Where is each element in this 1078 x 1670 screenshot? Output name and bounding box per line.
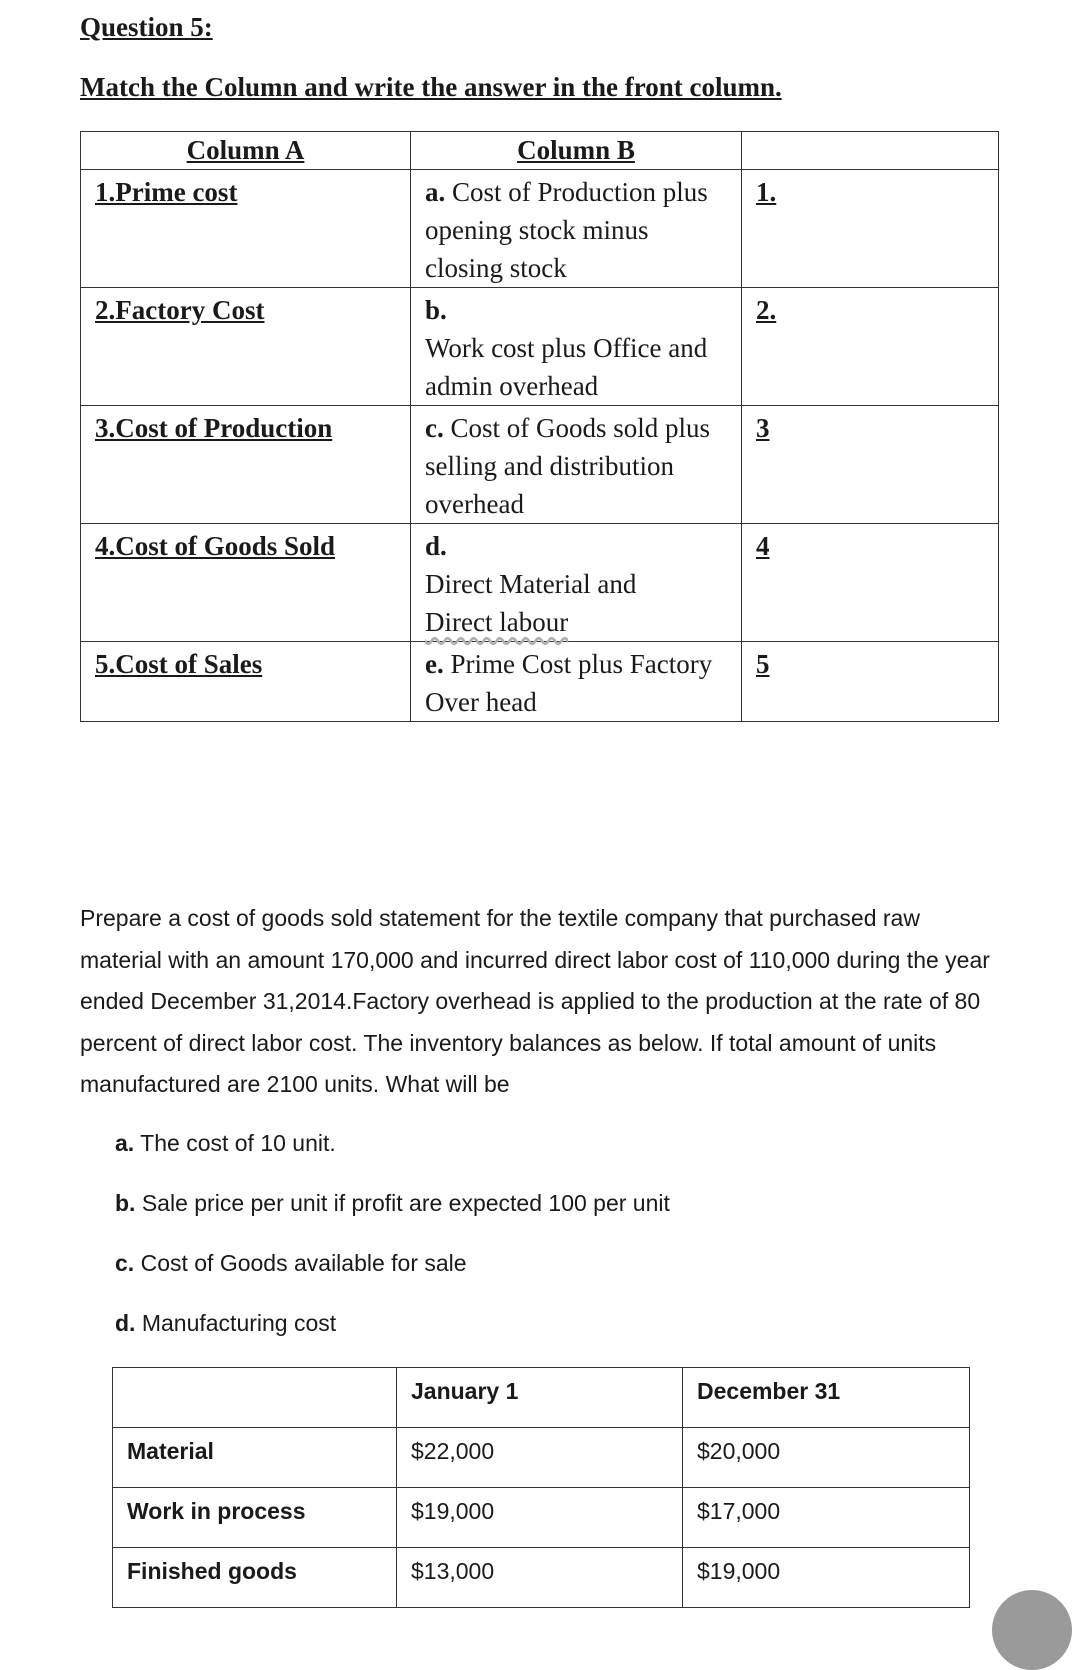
definition-text xyxy=(425,170,727,287)
answer-slot[interactable]: 1. xyxy=(756,177,777,207)
term-label: 1.Prime cost xyxy=(95,177,238,207)
table-row xyxy=(81,524,999,642)
page-curl-icon xyxy=(992,1590,1072,1670)
term-label: 2.Factory Cost xyxy=(95,295,265,325)
table-row xyxy=(81,642,999,722)
sub-question xyxy=(115,1250,467,1277)
sub-question-label: d. xyxy=(115,1310,136,1336)
inventory-header-december: December 31 xyxy=(683,1368,970,1428)
option-letter: d. xyxy=(425,531,447,561)
sub-question-text: Cost of Goods available for sale xyxy=(140,1250,467,1276)
inventory-january-value: $19,000 xyxy=(397,1488,683,1548)
answer-slot[interactable]: 4 xyxy=(756,531,770,561)
sub-question xyxy=(115,1190,670,1217)
match-table-header xyxy=(81,132,999,170)
definition-text xyxy=(425,288,727,405)
inventory-december-value: $20,000 xyxy=(683,1428,970,1488)
definition-body: Direct Material and xyxy=(425,569,637,599)
inventory-january-value: $22,000 xyxy=(397,1428,683,1488)
option-letter: c. xyxy=(425,413,444,443)
table-row xyxy=(113,1548,970,1608)
answer-slot[interactable]: 2. xyxy=(756,295,777,325)
inventory-header-january: January 1 xyxy=(397,1368,683,1428)
sub-question-text: Manufacturing cost xyxy=(141,1310,337,1336)
inventory-header-cell xyxy=(113,1368,397,1428)
column-a-header: Column A xyxy=(81,132,411,170)
sub-question-text: The cost of 10 unit. xyxy=(140,1130,336,1156)
option-letter: a. xyxy=(425,177,446,207)
term-label: 5.Cost of Sales xyxy=(95,649,263,679)
inventory-january-value: $13,000 xyxy=(397,1548,683,1608)
match-table xyxy=(80,131,999,722)
table-row xyxy=(113,1428,970,1488)
option-letter: e. xyxy=(425,649,444,679)
inventory-header-row xyxy=(113,1368,970,1428)
column-b-header: Column B xyxy=(411,132,742,170)
question-heading: Question 5: xyxy=(80,12,213,42)
table-row xyxy=(113,1488,970,1548)
sub-question-label: c. xyxy=(115,1250,135,1276)
table-row xyxy=(81,406,999,524)
sub-question-text: Sale price per unit if profit are expected 100 per unit xyxy=(141,1190,670,1216)
inventory-item: Finished goods xyxy=(113,1548,397,1608)
definition-body: Cost of Production plus opening stock minus closing stock xyxy=(425,177,708,283)
option-letter: b. xyxy=(425,295,447,325)
sub-question xyxy=(115,1310,336,1337)
term-label: 4.Cost of Goods Sold xyxy=(95,531,336,561)
sub-question xyxy=(115,1130,336,1157)
inventory-item: Material xyxy=(113,1428,397,1488)
inventory-december-value: $19,000 xyxy=(683,1548,970,1608)
term-label: 3.Cost of Production xyxy=(95,413,333,443)
inventory-table xyxy=(112,1367,970,1608)
table-row xyxy=(81,288,999,406)
inventory-december-value: $17,000 xyxy=(683,1488,970,1548)
definition-body: Work cost plus Office and admin overhead xyxy=(425,333,708,401)
answer-column-header xyxy=(742,132,999,170)
sub-question-label: a. xyxy=(115,1130,135,1156)
answer-slot[interactable]: 5 xyxy=(756,649,770,679)
definition-text xyxy=(425,642,727,721)
answer-slot[interactable]: 3 xyxy=(756,413,770,443)
definition-body-spellcheck: Direct labour xyxy=(425,607,569,637)
instruction-heading: Match the Column and write the answer in the front column. xyxy=(80,72,782,102)
sub-question-label: b. xyxy=(115,1190,136,1216)
definition-text xyxy=(425,406,727,523)
table-row xyxy=(81,170,999,288)
definition-text xyxy=(425,524,727,641)
problem-statement: Prepare a cost of goods sold statement for the textile company that purchased raw material with an amount 170,000 and incurred direct labor cost of 110,000 during the year ended December 31,2014.Factory overhead is applied to the production at the rate of 80 percent of direct labor cost. The inventory balances as below. If total amount of units manufactured are 2100 units. What will be xyxy=(80,905,990,1097)
inventory-item: Work in process xyxy=(113,1488,397,1548)
definition-body: Cost of Goods sold plus selling and distribution overhead xyxy=(425,413,711,519)
definition-body: Prime Cost plus Factory Over head xyxy=(425,649,713,717)
